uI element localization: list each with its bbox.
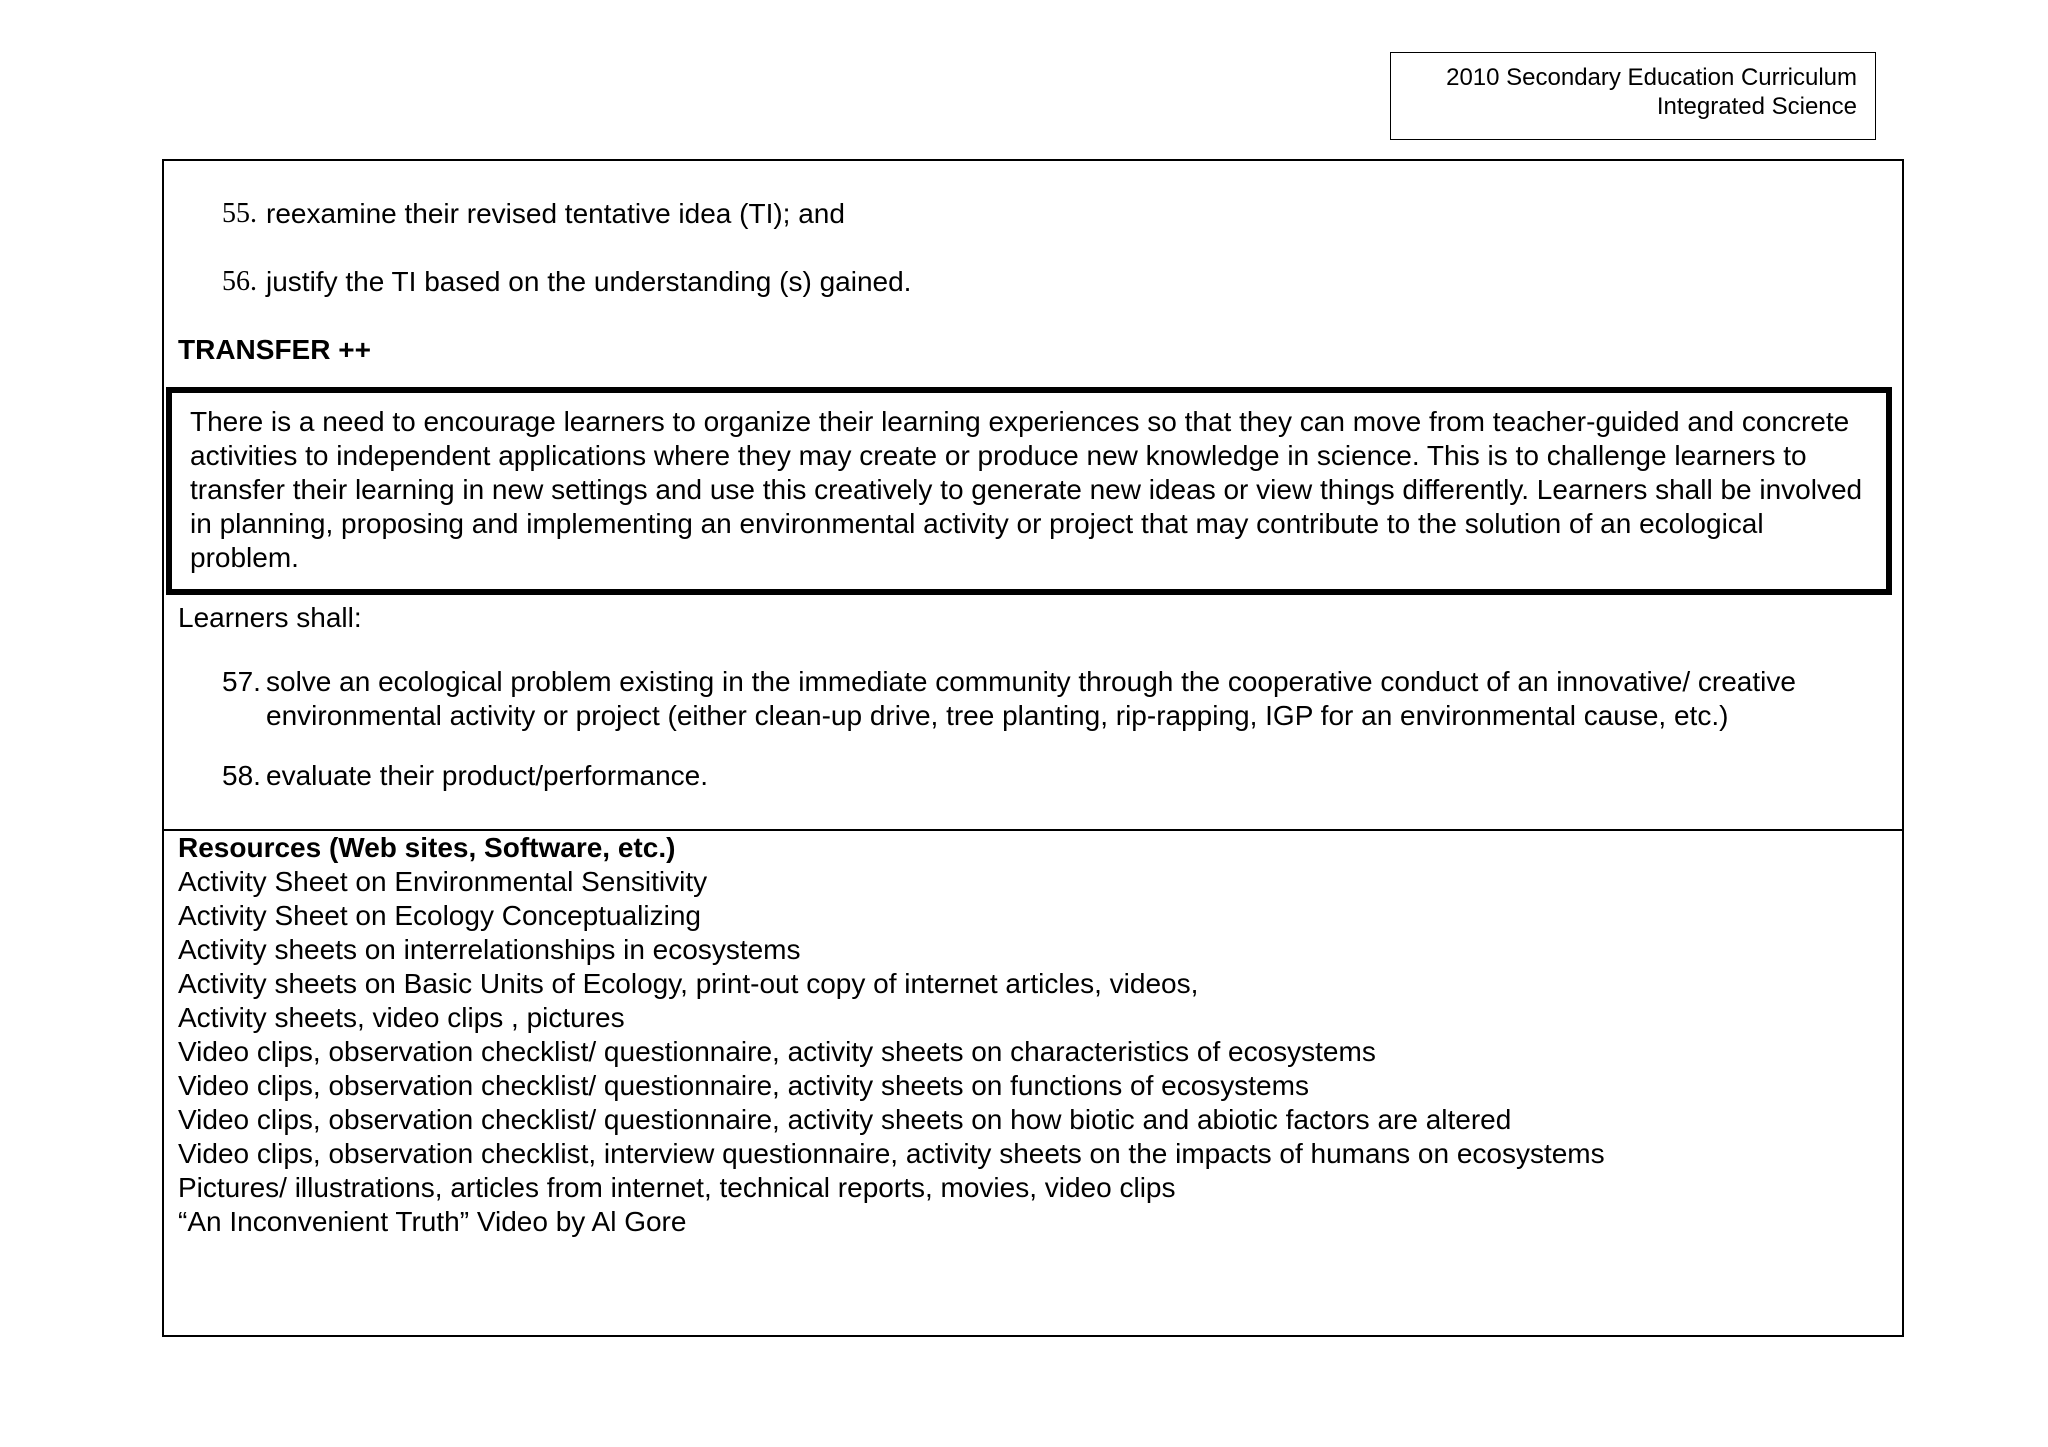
item-number: 56. xyxy=(222,266,257,297)
resource-item: Activity sheets on Basic Units of Ecology, print-out copy of internet articles, videos, xyxy=(178,968,1199,999)
item-number: 55. xyxy=(222,198,257,229)
transfer-heading: TRANSFER ++ xyxy=(178,334,371,365)
resources-list xyxy=(178,865,1605,1239)
list-item-55 xyxy=(222,197,1892,231)
item-number: 57. xyxy=(222,666,261,697)
transfer-description-box xyxy=(166,387,1892,595)
resource-item: Pictures/ illustrations, articles from internet, technical reports, movies, video clips xyxy=(178,1172,1176,1203)
resource-item: Video clips, observation checklist/ questionnaire, activity sheets on characteristics of ecosystems xyxy=(178,1036,1376,1067)
item-text: solve an ecological problem existing in the immediate community through the cooperative conduct of an innovative/ creative environmental activity or project (either clean-up drive, tree planting, rip-rapping, IGP for an environmental cause, etc.) xyxy=(266,666,1796,731)
list-item-57 xyxy=(222,665,1892,733)
learning-section xyxy=(164,161,1902,831)
resources-section xyxy=(164,831,1902,1335)
learners-shall-lead: Learners shall: xyxy=(178,602,362,633)
resource-item: Video clips, observation checklist/ questionnaire, activity sheets on how biotic and abiotic factors are altered xyxy=(178,1104,1512,1135)
list-item-56 xyxy=(222,265,1892,299)
resource-item: Video clips, observation checklist/ questionnaire, activity sheets on functions of ecosystems xyxy=(178,1070,1309,1101)
transfer-description: There is a need to encourage learners to organize their learning experiences so that they can move from teacher-guided and concrete activities to independent applications where they may create or produce new knowledge in science. This is to challenge learners to transfer their learning in new settings and use this creatively to generate new ideas or view things differently. Learners shall be involved in planning, proposing and implementing an environmental activity or project that may contribute to the solution of an ecological problem. xyxy=(190,406,1863,573)
header-line-2: Integrated Science xyxy=(1656,93,1857,120)
resource-item: Activity sheets on interrelationships in ecosystems xyxy=(178,934,801,965)
header-line-1: 2010 Secondary Education Curriculum xyxy=(1446,64,1857,91)
item-number: 58. xyxy=(222,760,261,791)
resource-item: Video clips, observation checklist, interview questionnaire, activity sheets on the impacts of humans on ecosystems xyxy=(178,1138,1605,1169)
item-text: evaluate their product/performance. xyxy=(266,760,709,791)
content-table xyxy=(162,159,1904,1337)
curriculum-header xyxy=(1390,52,1876,140)
item-text: reexamine their revised tentative idea (TI); and xyxy=(266,198,845,229)
list-item-58 xyxy=(222,759,1892,793)
item-text: justify the TI based on the understanding (s) gained. xyxy=(266,266,912,297)
resource-item: Activity sheets, video clips , pictures xyxy=(178,1002,625,1033)
resource-item: “An Inconvenient Truth” Video by Al Gore xyxy=(178,1206,687,1237)
resources-title: Resources (Web sites, Software, etc.) xyxy=(178,832,676,863)
resource-item: Activity Sheet on Ecology Conceptualizing xyxy=(178,900,701,931)
resource-item: Activity Sheet on Environmental Sensitivity xyxy=(178,866,708,897)
